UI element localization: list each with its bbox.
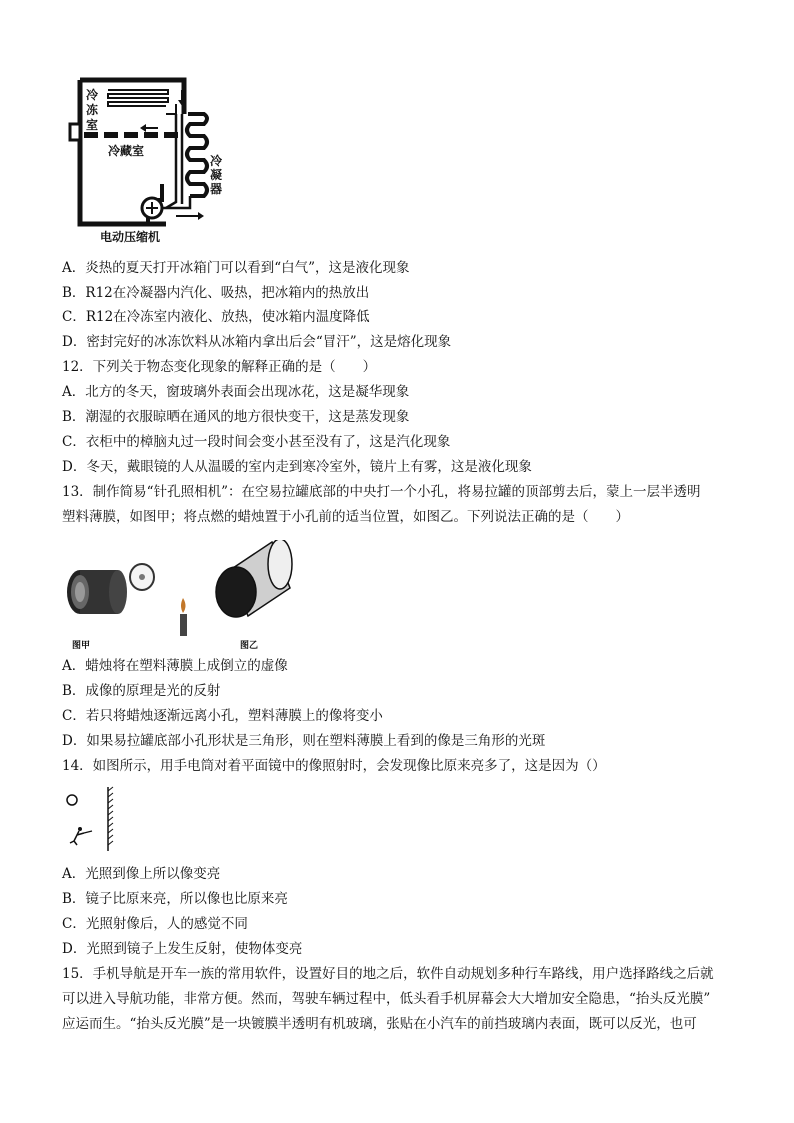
q14-option-d: D．光照到镜子上发生反射，使物体变亮 bbox=[62, 941, 303, 957]
q15-line2: 可以进入导航功能，非常方便。然而，驾驶车辆过程中，低头看手机屏幕会大大增加安全隐患，“抬头反光膜” bbox=[62, 991, 711, 1007]
q15-line1: 15．手机导航是开车一族的常用软件，设置好目的地之后，软件自动规划多种行车路线，用户选择路线之后就 bbox=[62, 966, 714, 982]
q11-option-a: A．炎热的夏天打开冰箱门可以看到“白气”，这是液化现象 bbox=[62, 260, 410, 276]
q13-option-b: B．成像的原理是光的反射 bbox=[62, 683, 221, 699]
q15-line3: 应运而生。“抬头反光膜”是一块镀膜半透明有机玻璃，张贴在小汽车的前挡玻璃内表面，既可以反光，也可 bbox=[62, 1016, 697, 1032]
refrigerator-figure bbox=[66, 74, 236, 246]
pinhole-camera-figure bbox=[62, 540, 302, 652]
q12-option-a: A．北方的冬天，窗玻璃外表面会出现冰花，这是凝华现象 bbox=[62, 384, 410, 400]
figure-a-label: 图甲 bbox=[72, 641, 91, 651]
figure-b-label: 图乙 bbox=[240, 641, 259, 651]
q14-option-a: A．光照到像上所以像变亮 bbox=[62, 866, 221, 882]
mirror-figure bbox=[62, 785, 122, 855]
q12-option-c: C．衣柜中的樟脑丸过一段时间会变小甚至没有了，这是汽化现象 bbox=[62, 434, 451, 450]
q11-option-d: D．密封完好的冰冻饮料从冰箱内拿出后会“冒汗”，这是熔化现象 bbox=[62, 334, 452, 350]
q12-stem: 12．下列关于物态变化现象的解释正确的是（ ） bbox=[62, 359, 377, 375]
fridge-label: 冷藏室 bbox=[108, 144, 145, 158]
q13-option-d: D．如果易拉罐底部小孔形状是三角形，则在塑料薄膜上看到的像是三角形的光斑 bbox=[62, 733, 546, 749]
q11-option-c: C．R12在冷冻室内液化、放热，使冰箱内温度降低 bbox=[62, 309, 370, 325]
q13-stem-line2: 塑料薄膜，如图甲；将点燃的蜡烛置于小孔前的适当位置，如图乙。下列说法正确的是（ ） bbox=[62, 509, 629, 525]
freezer-label: 冷冻室 bbox=[86, 88, 99, 132]
q14-stem: 14．如图所示，用手电筒对着平面镜中的像照射时，会发现像比原来亮多了，这是因为（） bbox=[62, 758, 606, 774]
q12-option-b: B．潮湿的衣服晾晒在通风的地方很快变干，这是蒸发现象 bbox=[62, 409, 410, 425]
q11-option-b: B．R12在冷凝器内汽化、吸热，把冰箱内的热放出 bbox=[62, 285, 370, 301]
q13-option-a: A．蜡烛将在塑料薄膜上成倒立的虚像 bbox=[62, 658, 288, 674]
q12-option-d: D．冬天，戴眼镜的人从温暖的室内走到寒冷室外，镜片上有雾，这是液化现象 bbox=[62, 459, 532, 475]
condenser-label: 冷凝器 bbox=[210, 154, 223, 196]
q13-option-c: C．若只将蜡烛逐渐远离小孔，塑料薄膜上的像将变小 bbox=[62, 708, 383, 724]
q14-option-b: B．镜子比原来亮，所以像也比原来亮 bbox=[62, 891, 288, 907]
compressor-label: 电动压缩机 bbox=[100, 230, 161, 244]
q14-option-c: C．光照射像后，人的感觉不同 bbox=[62, 916, 248, 932]
q13-stem-line1: 13．制作简易“针孔照相机”：在空易拉罐底部的中央打一个小孔，将易拉罐的顶部剪去后，蒙上一层半透明 bbox=[62, 484, 701, 500]
